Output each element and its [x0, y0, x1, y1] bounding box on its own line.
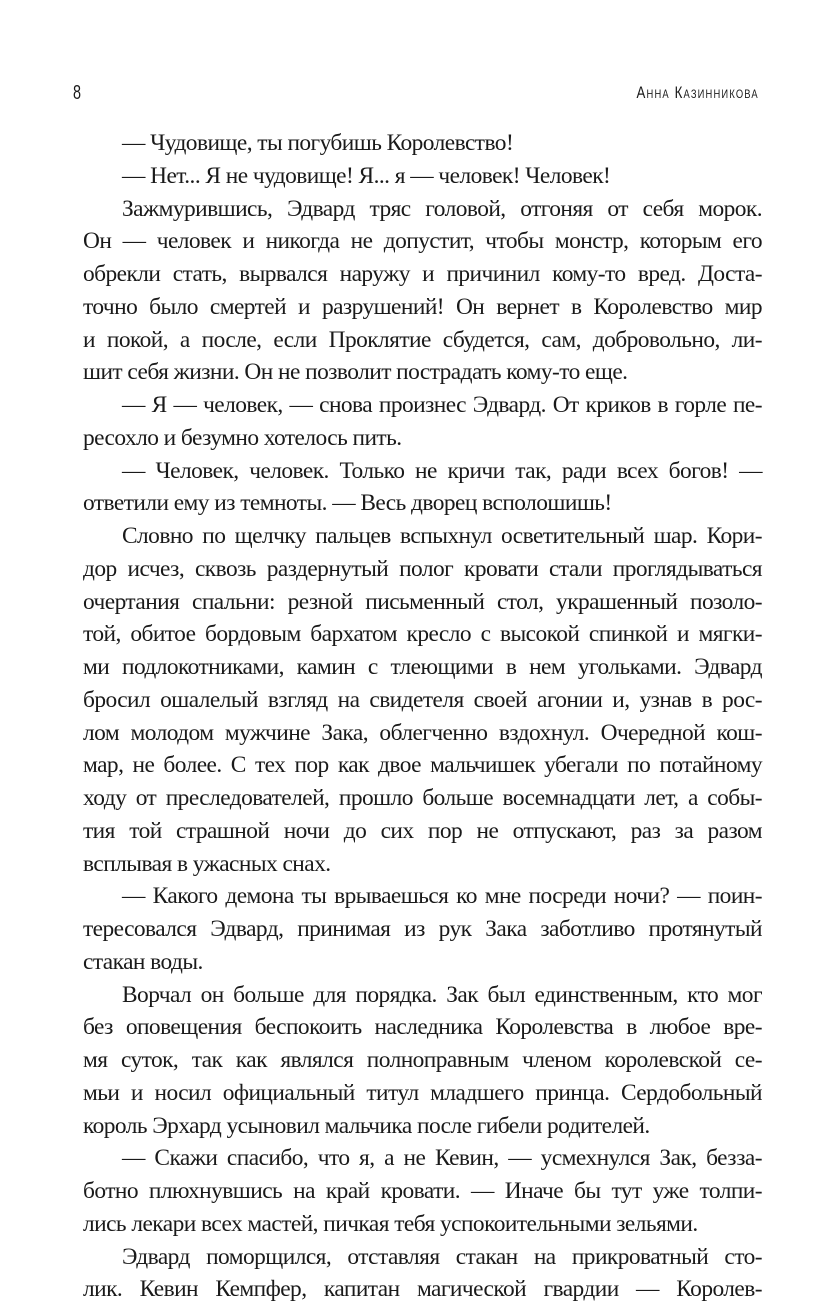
paragraph-first-line: — Какого демона ты врываешься ко мне посреди ночи? — поин- — [122, 883, 762, 910]
text-line: обрекли стать, вырвался наружу и причинил кому-то вред. Доста- — [83, 261, 762, 287]
paragraph-first-line: Словно по щелчку пальцев вспыхнул осветительный шар. Кори- — [122, 523, 762, 549]
page-number: 8 — [73, 82, 82, 104]
text-line: и покой, а после, если Проклятие сбудется, сам, добровольно, ли- — [83, 326, 762, 353]
text-line: шит себя жизни. Он не позволит пострадать кому-то еще. — [83, 359, 628, 386]
text-line: мя суток, так как являлся полноправным членом королевской се- — [83, 1047, 762, 1073]
text-line: мар, не более. С тех пор как двое мальчишек убегали по потайному — [83, 752, 762, 779]
text-line: ответили ему из темноты. — Весь дворец всполошишь! — [83, 490, 612, 517]
paragraph-first-line: Зажмурившись, Эдвард тряс головой, отгоняя от себя морок. — [122, 195, 762, 222]
paragraph-first-line: — Нет... Я не чудовище! Я... я — человек! Человек! — [122, 162, 611, 189]
text-line: всплывая в ужасных снах. — [83, 850, 331, 877]
text-line: ходу от преследователей, прошло больше восемнадцати лет, а собы- — [83, 785, 762, 811]
text-line: дор исчез, сквозь раздернутый полог кровати стали проглядываться — [83, 555, 762, 582]
text-line: Он — человек и никогда не допустит, чтобы монстр, которым его — [83, 228, 762, 255]
paragraph-first-line: Ворчал он больше для порядка. Зак был единственным, кто мог — [122, 981, 762, 1008]
text-line: той, обитое бордовым бархатом кресло с высокой спинкой и мягки- — [83, 621, 762, 648]
text-line: лик. Кевин Кемпфер, капитан магической гвардии — Королев- — [83, 1276, 762, 1303]
text-line: король Эрхард усыновил мальчика после гибели родителей. — [83, 1112, 650, 1139]
text-line: очертания спальни: резной письменный стол, украшенный позоло- — [83, 588, 762, 615]
text-line: точно было смертей и разрушений! Он вернет в Королевство мир — [83, 293, 762, 320]
text-line: ресохло и безумно хотелось пить. — [83, 424, 402, 451]
text-line: лом молодом мужчине Зака, облегченно вздохнул. Очередной кош- — [83, 719, 762, 746]
paragraph-first-line: Эдвард поморщился, отставляя стакан на прикроватный сто- — [122, 1243, 762, 1270]
text-line: ми подлокотниками, камин с тлеющими в нем угольками. Эдвард — [83, 654, 762, 680]
text-line: бросил ошалелый взгляд на свидетеля своей агонии и, узнав в рос- — [83, 686, 762, 713]
running-head-author: Анна Казинникова — [636, 83, 759, 102]
text-line: мьи и носил официальный титул младшего принца. Сердобольный — [83, 1079, 762, 1106]
text-line: тия той страшной ночи до сих пор не отпускают, раз за разом — [83, 817, 762, 844]
page-header — [0, 82, 839, 112]
paragraph-first-line: — Чудовище, ты погубишь Королевство! — [122, 130, 514, 156]
text-line: лись лекари всех мастей, пичкая тебя успокоительными зельями. — [83, 1210, 698, 1237]
paragraph-first-line: — Я — человек, — снова произнес Эдвард. От криков в горле пе- — [122, 392, 762, 418]
paragraph-first-line: — Скажи спасибо, что я, а не Кевин, — усмехнулся Зак, безза- — [122, 1145, 762, 1172]
text-line: ботно плюхнувшись на край кровати. — Иначе бы тут уже толпи- — [83, 1178, 762, 1204]
text-line: тересовался Эдвард, принимая из рук Зака заботливо протянутый — [83, 916, 762, 942]
paragraph-first-line: — Человек, человек. Только не кричи так, ради всех богов! — — [122, 457, 762, 484]
text-line: без оповещения беспокоить наследника Королевства в любое вре- — [83, 1014, 762, 1041]
body-text — [83, 127, 762, 1306]
text-line: стакан воды. — [83, 948, 203, 975]
